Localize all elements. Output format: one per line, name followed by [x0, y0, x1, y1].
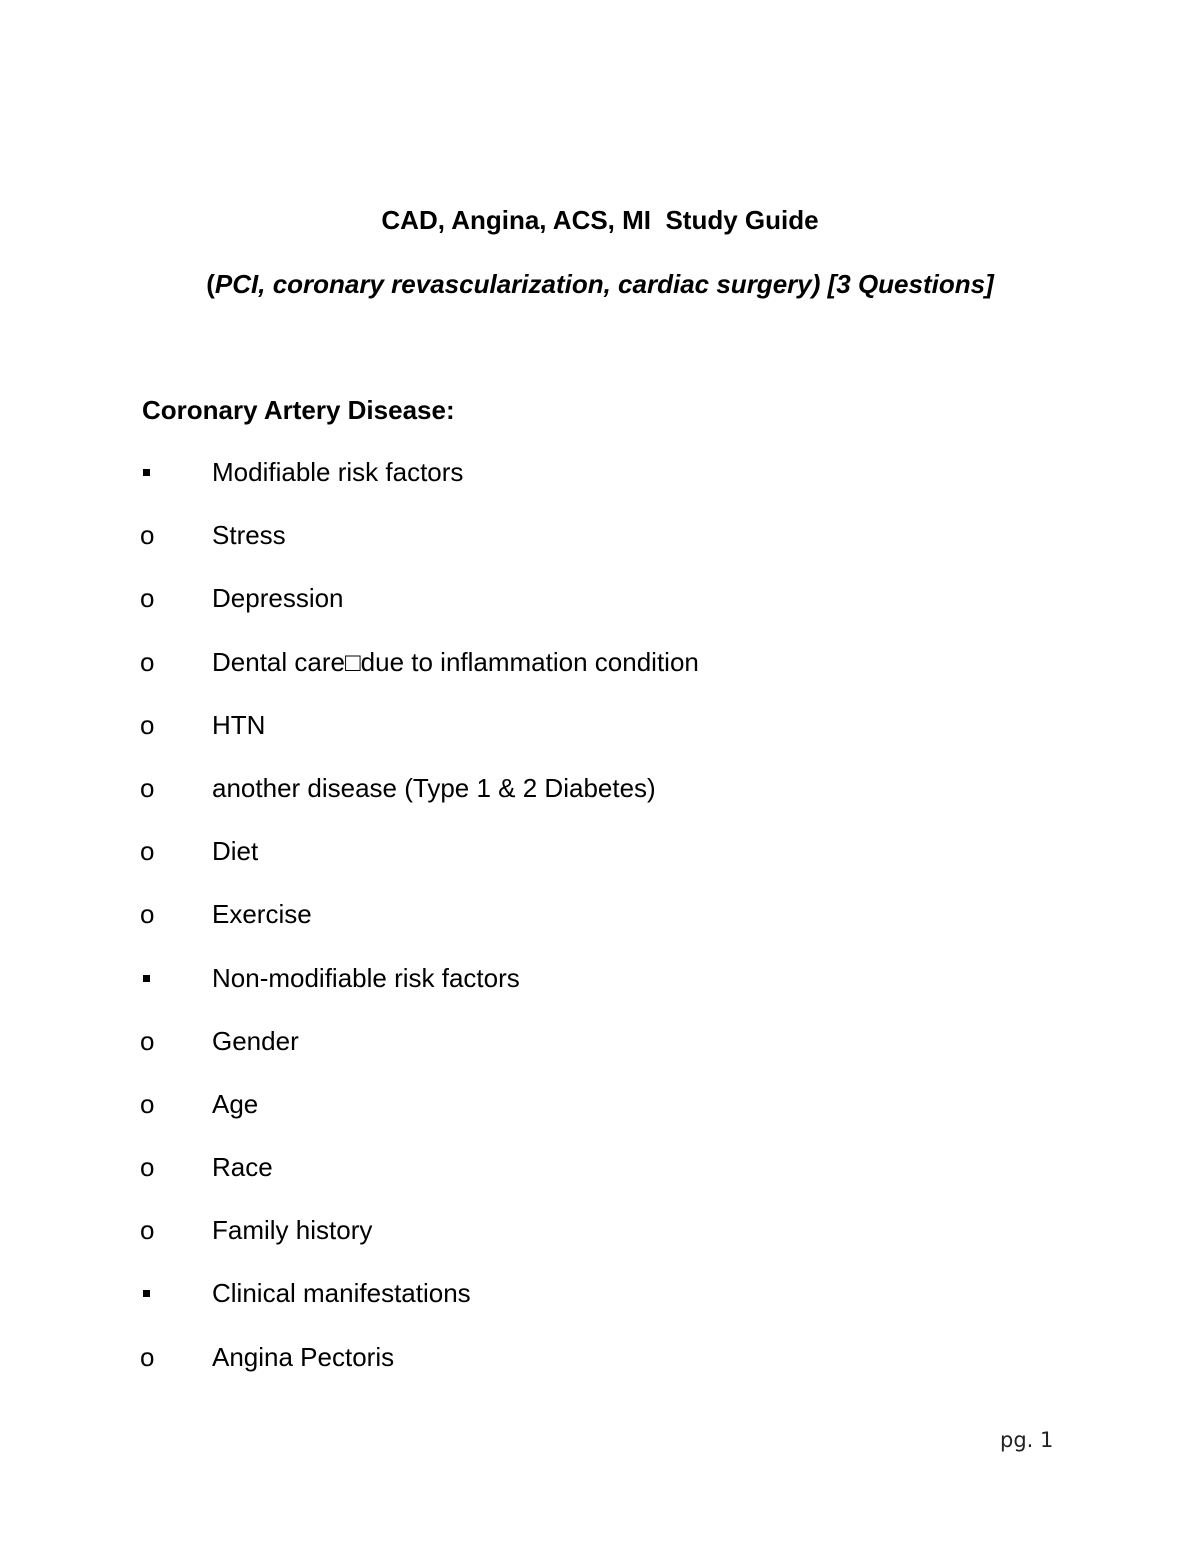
list-sub-item: [0, 1150, 1200, 1213]
circle-bullet-icon: o: [140, 1215, 155, 1246]
subtitle-open-paren: (: [206, 269, 215, 299]
list-item-text: Race: [212, 1152, 273, 1183]
page-number: pg. 1: [1000, 1428, 1054, 1452]
list-item-text: Angina Pectoris: [212, 1341, 395, 1372]
list-item-text: Family history: [212, 1215, 373, 1246]
circle-bullet-icon: o: [140, 520, 155, 551]
list-sub-item: [0, 834, 1200, 897]
list-sub-item: [0, 581, 1200, 644]
risk-factor-list: [0, 455, 1200, 1403]
list-sub-item: [0, 897, 1200, 960]
list-item-text: Age: [212, 1088, 259, 1119]
list-sub-item: [0, 771, 1200, 834]
list-heading-item: [0, 961, 1200, 1024]
circle-bullet-icon: o: [140, 772, 155, 803]
list-sub-item: [0, 645, 1200, 708]
page-title: CAD, Angina, ACS, MI Study Guide: [381, 205, 819, 235]
list-item-text: Dental care□due to inflammation condition: [212, 646, 699, 677]
circle-bullet-icon: o: [140, 583, 155, 614]
list-item-text: Modifiable risk factors: [212, 457, 464, 487]
list-sub-item: [0, 1340, 1200, 1403]
list-heading-item: [0, 455, 1200, 518]
list-item-text: Non-modifiable risk factors: [212, 962, 520, 993]
circle-bullet-icon: o: [140, 709, 155, 740]
list-item-text: Clinical manifestations: [212, 1278, 471, 1309]
list-item-text: Depression: [212, 583, 344, 614]
circle-bullet-icon: o: [140, 899, 155, 930]
section-heading: Coronary Artery Disease:: [142, 395, 455, 425]
list-sub-item: [0, 518, 1200, 581]
circle-bullet-icon: o: [140, 1341, 155, 1372]
circle-bullet-icon: o: [140, 1088, 155, 1119]
list-sub-item: [0, 708, 1200, 771]
list-sub-item: [0, 1024, 1200, 1087]
list-item-text: Stress: [212, 520, 286, 551]
subtitle-italic-text: PCI, coronary revascularization, cardiac surgery) [3 Questions]: [214, 269, 994, 299]
list-item-text: another disease (Type 1 & 2 Diabetes): [212, 772, 656, 803]
list-sub-item: [0, 1213, 1200, 1276]
circle-bullet-icon: o: [140, 1152, 155, 1183]
list-item-text: Diet: [212, 836, 259, 867]
page-subtitle: [0, 267, 1200, 301]
list-item-text: HTN: [212, 709, 266, 740]
circle-bullet-icon: o: [140, 1025, 155, 1056]
list-item-text: Exercise: [212, 899, 312, 930]
list-sub-item: [0, 1087, 1200, 1150]
list-item-text: Gender: [212, 1025, 299, 1056]
circle-bullet-icon: o: [140, 836, 155, 867]
circle-bullet-icon: o: [140, 646, 155, 677]
list-heading-item: [0, 1276, 1200, 1339]
